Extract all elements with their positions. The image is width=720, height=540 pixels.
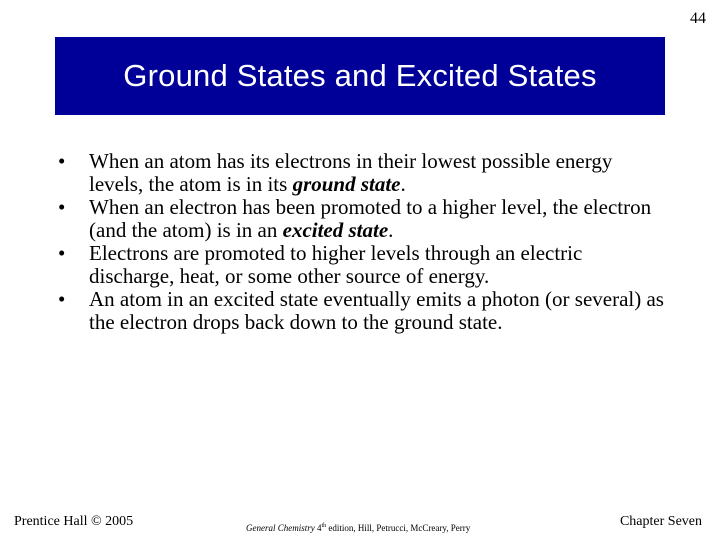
bullet-text-end: . bbox=[388, 218, 394, 242]
bullet-text: When an electron has been promoted to a higher level, the electron (and the atom) is in an bbox=[89, 195, 652, 242]
bullet-item bbox=[58, 242, 668, 288]
title-bar bbox=[55, 37, 665, 115]
footer-copyright: Prentice Hall © 2005 bbox=[14, 514, 134, 529]
footer-chapter: Chapter Seven bbox=[619, 514, 702, 529]
bullet-text: When an atom has its electrons in their lowest possible energy levels, the atom is in its bbox=[89, 149, 613, 196]
bullet-item bbox=[58, 150, 668, 196]
bullet-text-end: . bbox=[400, 172, 406, 196]
footer-authors: edition, Hill, Petrucci, McCreary, Perry bbox=[326, 523, 471, 533]
bullet-icon bbox=[58, 196, 89, 219]
footer-book-title: General Chemistry bbox=[246, 523, 315, 533]
bullet-icon bbox=[58, 242, 89, 265]
bullet-icon bbox=[58, 288, 89, 311]
bullet-text: Electrons are promoted to higher levels through an electric discharge, heat, or some other source of energy. bbox=[89, 241, 583, 288]
bullet-text: An atom in an excited state eventually emits a photon (or several) as the electron drops back down to the ground state. bbox=[89, 287, 664, 334]
footer-book-reference bbox=[246, 523, 470, 533]
footer-edition-suffix: th bbox=[321, 523, 327, 529]
bullet-item bbox=[58, 196, 668, 242]
slide-number: 44 bbox=[690, 10, 706, 27]
bullet-list bbox=[58, 150, 668, 334]
slide-title: Ground States and Excited States bbox=[123, 58, 597, 93]
bullet-item bbox=[58, 288, 668, 334]
bullet-emphasis: ground state bbox=[292, 172, 401, 196]
footer-edition-number: 4 bbox=[317, 523, 322, 533]
bullet-emphasis: excited state bbox=[282, 218, 389, 242]
bullet-icon bbox=[58, 150, 89, 173]
